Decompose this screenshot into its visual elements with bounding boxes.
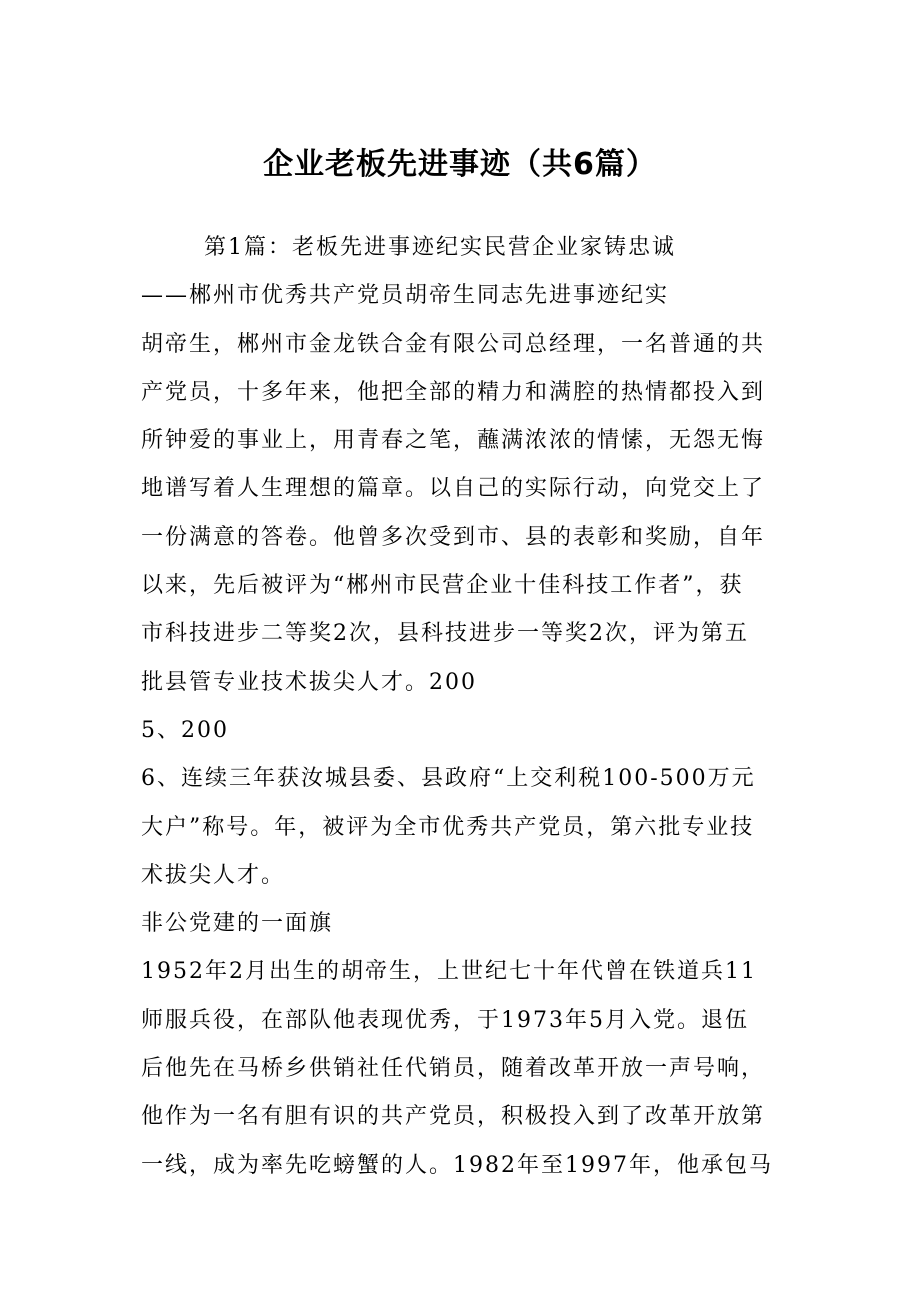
paragraph-line: 5、200 [141,717,229,743]
section-heading: 非公党建的一面旗 [141,911,334,937]
paragraph-line: 批县管专业技术拔尖人才。200 [141,669,477,695]
paragraph-line: 大户”称号。年，被评为全市优秀共产党员，第六批专业技 [141,814,755,840]
paragraph-line: 师服兵役，在部队他表现优秀，于1973年5月入党。退伍 [141,1007,749,1033]
paragraph-line: 市科技进步二等奖2次，县科技进步一等奖2次，评为第五 [141,621,749,647]
paragraph-line: 他作为一名有胆有识的共产党员，积极投入到了改革开放第 [141,1104,766,1130]
document-title: 企业老板先进事迹（共6篇） [263,147,657,182]
paragraph-line: 产党员，十多年来，他把全部的精力和满腔的热情都投入到 [141,379,766,405]
paragraph-line: 一份满意的答卷。他曾多次受到市、县的表彰和奖励，自年 [141,524,766,550]
article-subheading: ——郴州市优秀共产党员胡帝生同志先进事迹纪实 [141,283,670,309]
paragraph-line: 地谱写着人生理想的篇章。以自己的实际行动，向党交上了 [141,476,766,502]
paragraph-line: 胡帝生，郴州市金龙铁合金有限公司总经理，一名普通的共 [141,331,766,357]
document-body [141,224,801,1190]
paragraph-line: 以来，先后被评为“郴州市民营企业十佳科技工作者”，获 [141,573,744,599]
paragraph-line: 1952年2月出生的胡帝生，上世纪七十年代曾在铁道兵11 [141,959,757,985]
paragraph-line: 后他先在马桥乡供销社任代销员，随着改革开放一声号响， [141,1056,766,1082]
article-heading: 第1篇：老板先进事迹纪实民营企业家铸忠诚 [204,235,676,260]
paragraph-line: 所钟爱的事业上，用青春之笔，蘸满浓浓的情愫，无怨无悔 [141,428,766,454]
paragraph-line: 术拔尖人才。 [141,862,286,888]
paragraph-line: 一线，成为率先吃螃蟹的人。1982年至1997年，他承包马 [141,1152,773,1178]
paragraph-line: 6、连续三年获汝城县委、县政府“上交利税100-500万元 [141,766,756,792]
